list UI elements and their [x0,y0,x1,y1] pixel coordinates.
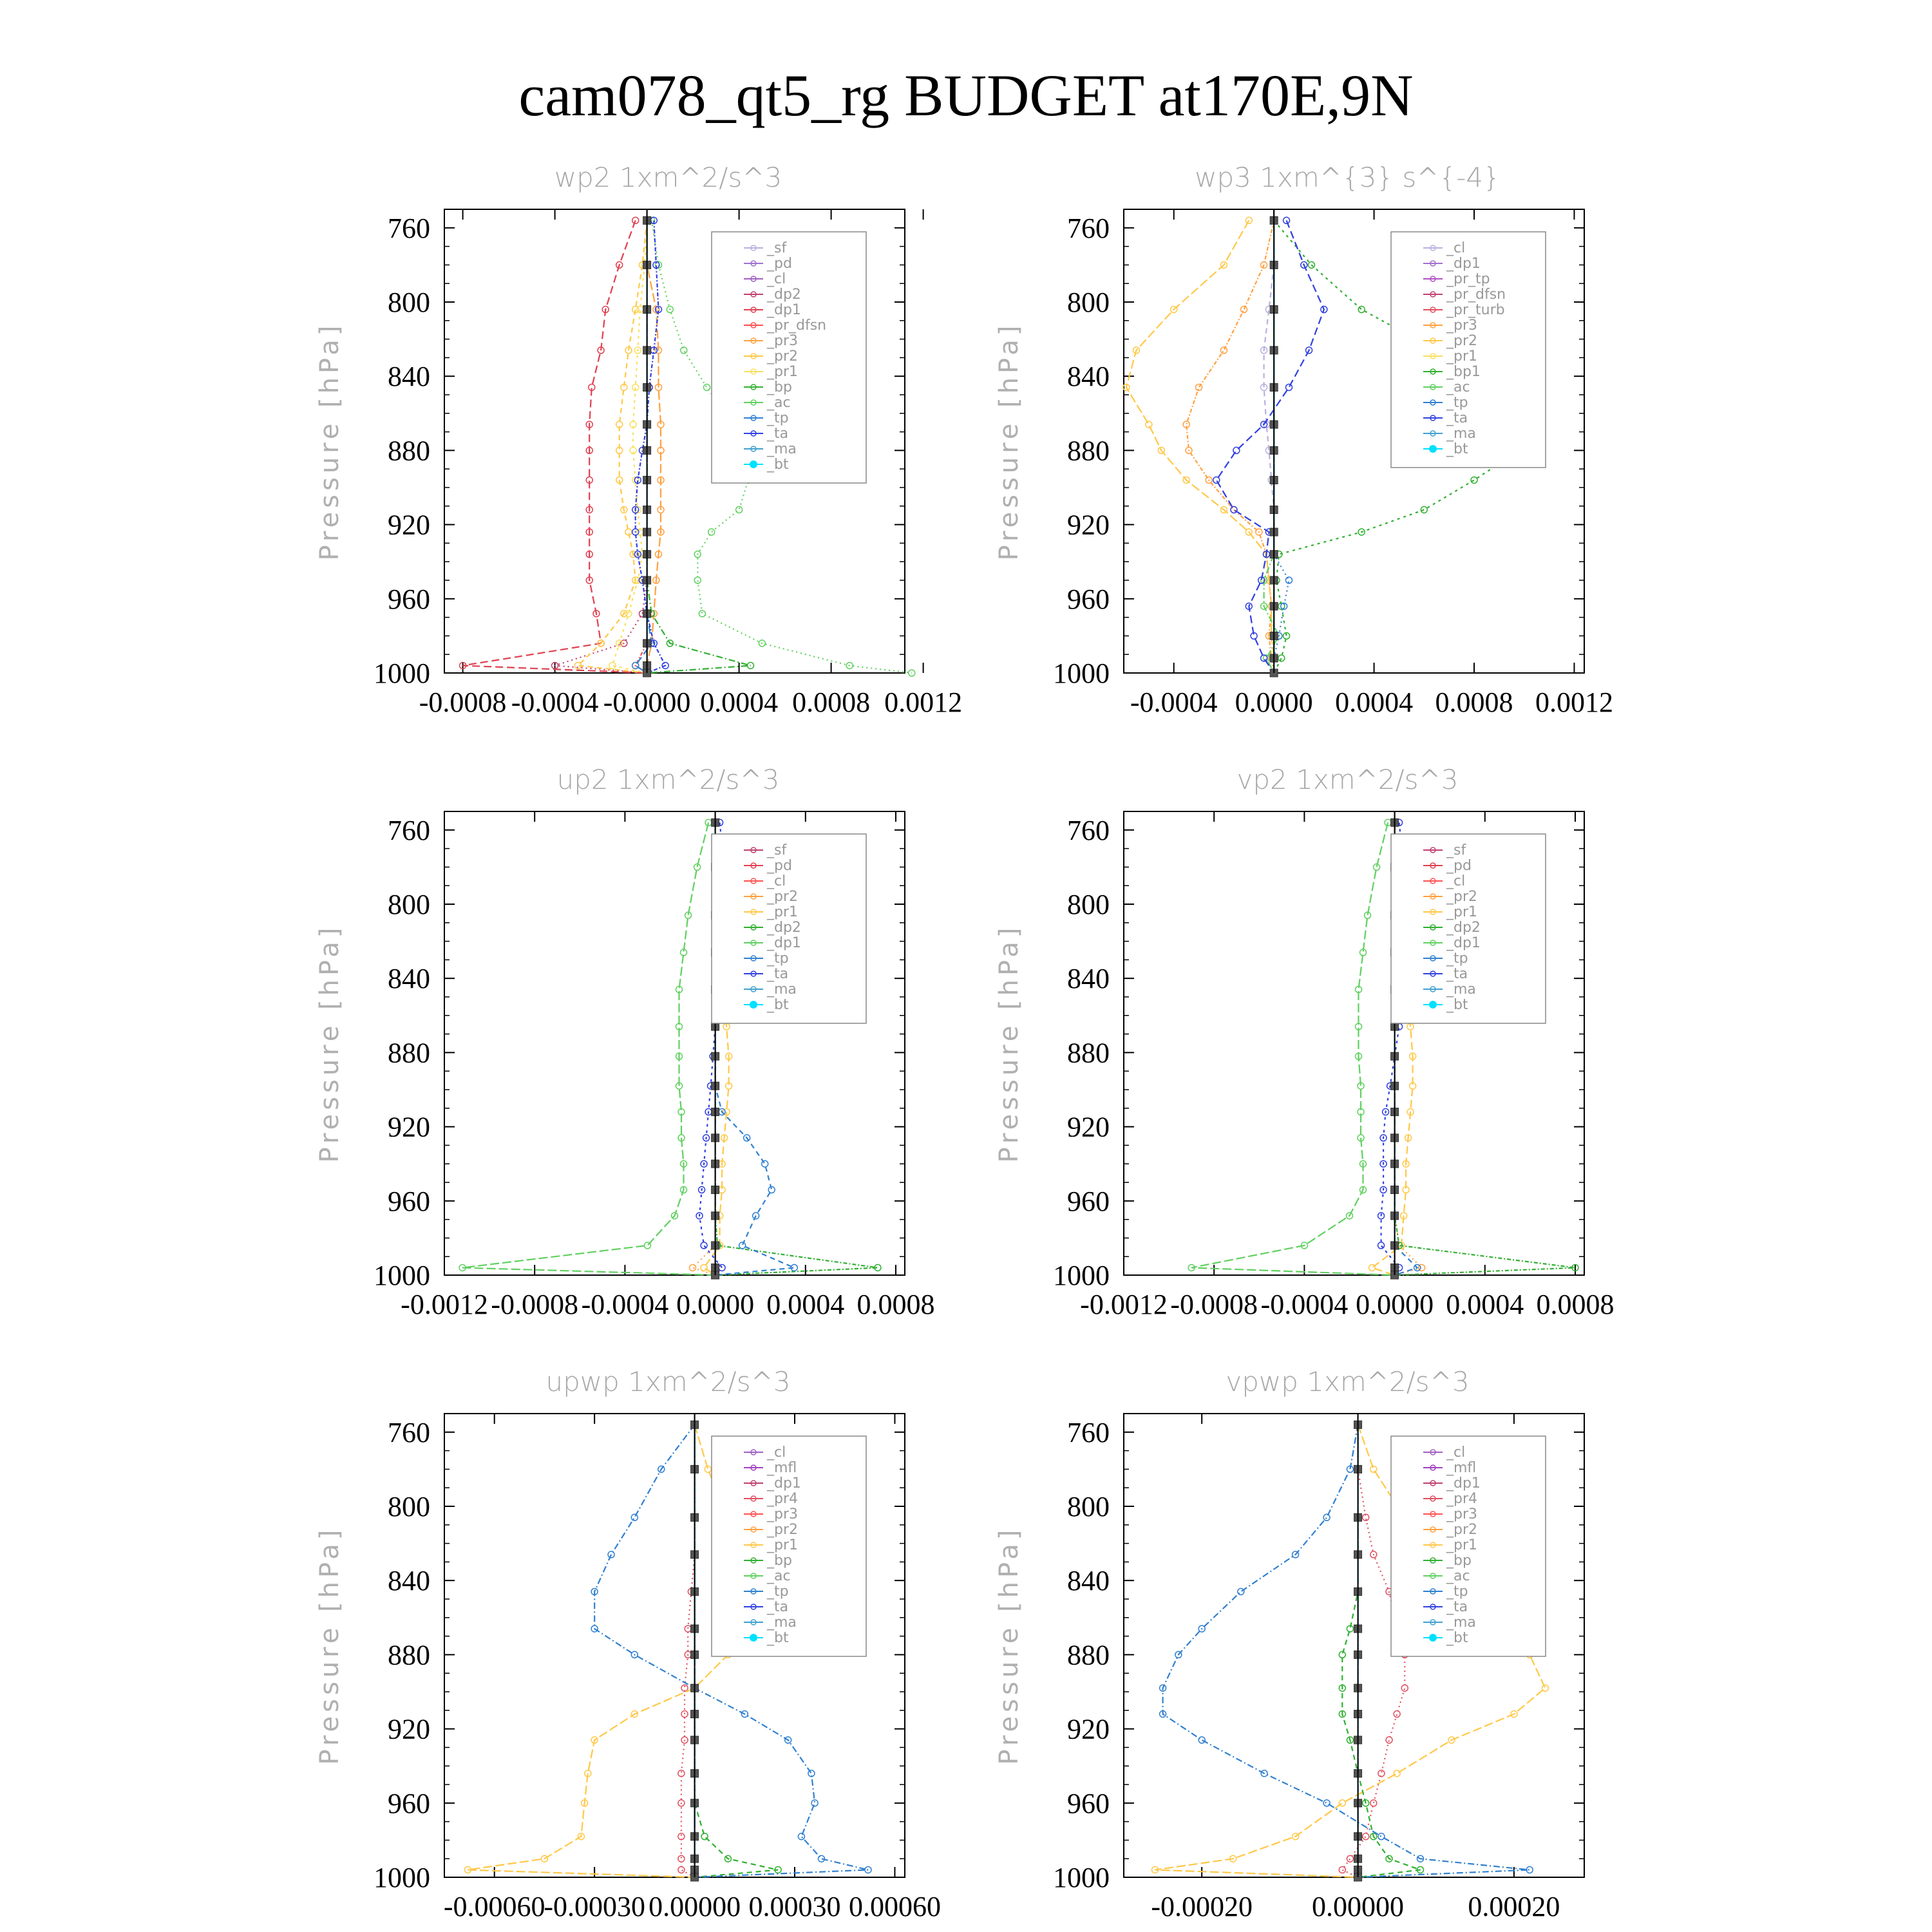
x-tick-label: 0.0000 [1235,687,1313,718]
data-point [678,1855,685,1862]
y-tick-label: 840 [388,963,430,995]
legend-label: _ta [767,1599,789,1615]
x-tick-label: 0.0004 [1446,1289,1524,1320]
y-tick-label: 880 [388,1037,430,1069]
legend-label: _mfl [767,1460,797,1476]
legend-label: _pr_turb [1446,302,1505,318]
data-point [1339,1800,1345,1806]
legend-label: _dp1 [1446,935,1481,951]
legend-label: _ta [767,426,789,442]
legend-label: _ta [1446,410,1468,426]
data-point [1401,1685,1408,1691]
y-tick-label: 800 [388,287,430,318]
data-point [678,1866,685,1873]
legend-label: _pr1 [1446,348,1478,365]
legend-label: _bt [767,997,789,1013]
data-point [690,1264,696,1271]
x-tick-label: 0.00030 [748,1891,841,1922]
legend-label: _pr1 [767,904,799,920]
y-tick-label: 920 [1067,509,1110,541]
data-point [1378,1833,1385,1840]
legend-label: _cl [1446,873,1466,889]
x-tick-label: -0.0004 [1130,687,1218,718]
x-tick-label: -0.00030 [544,1891,645,1922]
x-tick-label: -0.0008 [491,1289,579,1320]
y-tick-label: 960 [388,1787,430,1819]
y-tick-label: 800 [1067,287,1110,318]
legend-label: _ma [1446,426,1476,442]
y-tick-label: 960 [388,1185,430,1217]
x-tick-label: -0.0004 [1260,1289,1349,1320]
x-tick-label: -0.0012 [1080,1289,1168,1320]
data-point [1471,477,1477,483]
y-axis-label: Pressure [hPa] [994,321,1024,561]
x-tick-label: 0.0012 [884,687,963,718]
data-point [1241,307,1247,313]
data-point [631,1514,638,1520]
legend-label: _dp1 [1446,1475,1481,1492]
y-tick-label: 840 [1067,963,1110,995]
y-tick-label: 1000 [374,1260,430,1291]
x-tick-label: -0.00020 [1151,1891,1253,1922]
panel-title: upwp 1xm^2/s^3 [545,1366,791,1397]
data-point [701,1833,708,1840]
legend-label: _pr3 [1446,1506,1478,1522]
y-tick-label: 760 [388,814,430,846]
legend-label: _bt [767,457,789,473]
y-tick-label: 880 [1067,435,1110,467]
series-line-dp1 [462,822,715,1275]
y-tick-label: 760 [388,212,430,244]
y-tick-label: 1000 [1053,1862,1110,1893]
legend-label: _cl [767,271,786,287]
data-point [1231,507,1237,513]
y-tick-label: 800 [388,1491,430,1522]
series-line-dp1 [1191,822,1395,1275]
legend-label: _pr3 [767,333,799,349]
legend-label: _sf [767,240,787,256]
panel-5 [994,1366,1584,1922]
y-tick-label: 840 [388,361,430,393]
data-point [1198,1737,1205,1743]
legend-label: _ma [767,441,797,457]
x-tick-label: 0.0004 [766,1289,845,1320]
data-point [1220,347,1227,354]
legend-label: _sf [767,842,787,858]
data-point [701,1242,707,1249]
data-point [811,1800,818,1806]
y-tick-label: 880 [388,435,430,467]
panel-2 [315,764,934,1320]
legend-label: _cl [767,1444,786,1461]
data-point [1370,1466,1377,1472]
data-point [739,1242,746,1249]
legend-label: _mfl [1446,1460,1477,1476]
legend-label: _dp1 [767,935,801,951]
legend-label: _pd [1446,858,1472,874]
legend-label: _ac [1446,379,1470,395]
x-tick-label: 0.0008 [857,1289,935,1320]
legend-label: _bp [1446,1553,1472,1569]
x-tick-label: -0.0008 [1170,1289,1258,1320]
legend-marker [750,1001,757,1009]
data-point [1358,307,1365,313]
panel-0 [315,162,962,718]
legend-label: _bt [1446,997,1468,1013]
legend-label: _ta [1446,1599,1468,1615]
x-tick-label: 0.0008 [1435,687,1513,718]
data-point [719,1264,725,1271]
data-point [1542,1685,1548,1691]
y-tick-label: 880 [1067,1037,1110,1069]
legend-label: _dp2 [767,287,801,303]
data-point [699,611,705,617]
legend-marker [1429,445,1437,453]
legend-label: _pr1 [767,364,799,380]
data-point [701,1264,707,1271]
data-point [681,347,687,354]
y-axis-label: Pressure [hPa] [315,321,345,561]
legend-label: _ac [767,395,791,411]
panel-title: vp2 1xm^2/s^3 [1236,764,1459,795]
y-tick-label: 800 [1067,1491,1110,1522]
series-line-pr1 [612,220,647,673]
data-point [1283,217,1290,223]
data-point [1363,1833,1369,1840]
x-tick-label: 0.00000 [1312,1891,1405,1922]
data-point [1394,1770,1400,1777]
x-tick-label: 0.00000 [649,1891,741,1922]
y-tick-label: 960 [1067,583,1110,615]
data-point [708,529,715,535]
legend-label: _cl [767,873,786,889]
y-tick-label: 920 [388,509,430,541]
legend-label: _cl [1446,1444,1466,1461]
legend-label: _pr1 [1446,904,1478,920]
data-point [1278,655,1285,661]
data-point [632,217,639,223]
y-tick-label: 880 [388,1639,430,1671]
legend-label: _bp [767,379,792,395]
y-axis-label: Pressure [hPa] [315,923,345,1163]
figure-title: cam078_qt5_rg BUDGET at170E,9N [518,62,1414,128]
data-point [1347,1855,1353,1862]
legend-label: _bt [1446,1630,1468,1646]
legend-marker [1429,1001,1437,1009]
panel-title: vpwp 1xm^2/s^3 [1226,1366,1470,1397]
y-tick-label: 960 [1067,1787,1110,1819]
y-tick-label: 920 [388,1713,430,1745]
x-tick-label: 0.00020 [1468,1891,1560,1922]
y-tick-label: 800 [388,889,430,920]
legend-label: _pr2 [1446,333,1478,349]
data-point [1370,1800,1377,1806]
x-tick-label: 0.0008 [792,687,871,718]
legend-label: _pr2 [767,889,799,905]
data-point [1394,1711,1400,1718]
legend-label: _ma [767,981,797,998]
legend-label: _tp [1446,951,1468,967]
panel-3 [994,764,1614,1320]
y-tick-label: 960 [1067,1185,1110,1217]
data-point [1323,1514,1330,1520]
legend-label: _ac [1446,1568,1470,1584]
data-point [685,1625,691,1632]
legend-label: _pr2 [1446,889,1478,905]
x-tick-label: 0.0000 [676,1289,755,1320]
legend-marker [750,1634,757,1642]
legend-label: _bp [767,1553,792,1569]
legend-label: _pr_dfsn [767,317,827,334]
data-point [1339,1866,1345,1873]
data-point [798,1833,804,1840]
x-tick-label: -0.0004 [581,1289,669,1320]
legend-label: _pr4 [1446,1491,1478,1507]
legend-label: _pd [767,256,792,272]
legend-label: _pr2 [767,1522,799,1538]
legend-label: _pr4 [767,1491,799,1507]
x-tick-label: 0.0000 [1356,1289,1434,1320]
y-tick-label: 760 [388,1416,430,1448]
data-point [1238,1588,1244,1595]
data-point [762,1160,768,1167]
data-point [1233,447,1240,453]
panel-title: wp3 1xm^{3} s^{-4} [1195,162,1501,193]
x-tick-label: 0.00060 [848,1891,941,1922]
legend-label: _ma [767,1615,797,1631]
x-tick-label: -0.0004 [511,687,599,718]
data-point [1378,1242,1385,1249]
legend-marker [1429,1634,1437,1642]
x-tick-label: 0.0008 [1536,1289,1615,1320]
x-tick-label: 0.0004 [700,687,779,718]
legend-label: _tp [1446,395,1468,411]
data-point [1213,477,1220,483]
y-tick-label: 760 [1067,212,1110,244]
y-tick-label: 760 [1067,814,1110,846]
y-tick-label: 840 [1067,361,1110,393]
panel-title: wp2 1xm^2/s^3 [554,162,782,193]
legend-label: _pr1 [767,1537,799,1553]
legend-label: _cl [1446,240,1466,256]
legend-label: _sf [1446,842,1466,858]
data-point [1323,1800,1330,1806]
data-point [909,670,915,676]
legend-label: _pr3 [1446,317,1478,334]
panel-1 [994,162,1613,718]
data-point [704,384,710,390]
data-point [1285,384,1292,390]
legend-label: _ma [1446,1615,1476,1631]
y-tick-label: 800 [1067,889,1110,920]
x-tick-label: 0.0004 [1335,687,1414,718]
legend-marker [750,460,757,468]
legend-label: _ta [1446,966,1468,982]
y-tick-label: 880 [1067,1639,1110,1671]
y-tick-label: 760 [1067,1416,1110,1448]
legend-label: _ac [767,1568,791,1584]
y-tick-label: 1000 [1053,658,1110,689]
data-point [678,1770,685,1777]
y-tick-label: 1000 [1053,1260,1110,1291]
legend-label: _pr2 [1446,1522,1478,1538]
legend-label: _pr1 [1446,1537,1478,1553]
data-point [1386,1737,1392,1743]
legend-label: _pr2 [767,348,799,365]
x-tick-label: -0.00060 [443,1891,545,1922]
data-point [1421,507,1427,513]
x-tick-label: -0.0008 [419,687,507,718]
data-point [1369,1264,1376,1271]
legend-label: _ma [1446,981,1476,998]
y-axis-label: Pressure [hPa] [994,923,1024,1163]
legend-label: _pr_tp [1446,271,1490,287]
legend-label: _dp1 [767,1475,801,1492]
y-tick-label: 920 [1067,1111,1110,1143]
legend-label: _bp1 [1446,364,1481,380]
y-tick-label: 960 [388,583,430,615]
y-tick-label: 840 [388,1565,430,1597]
legend-label: _tp [767,1584,789,1600]
y-tick-label: 1000 [374,1862,430,1893]
y-axis-label: Pressure [hPa] [994,1526,1024,1765]
legend-label: _dp1 [767,302,801,318]
y-axis-label: Pressure [hPa] [315,1526,345,1765]
legend-label: _bt [767,1630,789,1646]
y-tick-label: 1000 [374,658,430,689]
y-tick-label: 920 [388,1111,430,1143]
legend-label: _tp [767,410,789,426]
panel-title: up2 1xm^2/s^3 [556,764,780,795]
data-point [678,1833,685,1840]
data-point [1146,421,1152,428]
y-tick-label: 840 [1067,1565,1110,1597]
data-point [694,577,701,583]
legend-label: _pd [767,858,792,874]
data-point [1245,217,1252,223]
x-tick-label: -0.0000 [603,687,691,718]
legend-label: _dp2 [767,920,801,936]
x-tick-label: 0.0012 [1535,687,1613,718]
data-point [644,1242,650,1249]
legend-label: _pr_dfsn [1446,287,1506,303]
legend-label: _tp [767,951,789,967]
y-tick-label: 920 [1067,1713,1110,1745]
legend-label: _ta [767,966,789,982]
legend-label: _pr3 [767,1506,799,1522]
legend-label: _bt [1446,441,1468,457]
legend-label: _dp2 [1446,920,1481,936]
legend-label: _dp1 [1446,256,1481,272]
panel-4 [315,1366,941,1922]
legend-label: _tp [1446,1584,1468,1600]
x-tick-label: -0.0012 [401,1289,488,1320]
